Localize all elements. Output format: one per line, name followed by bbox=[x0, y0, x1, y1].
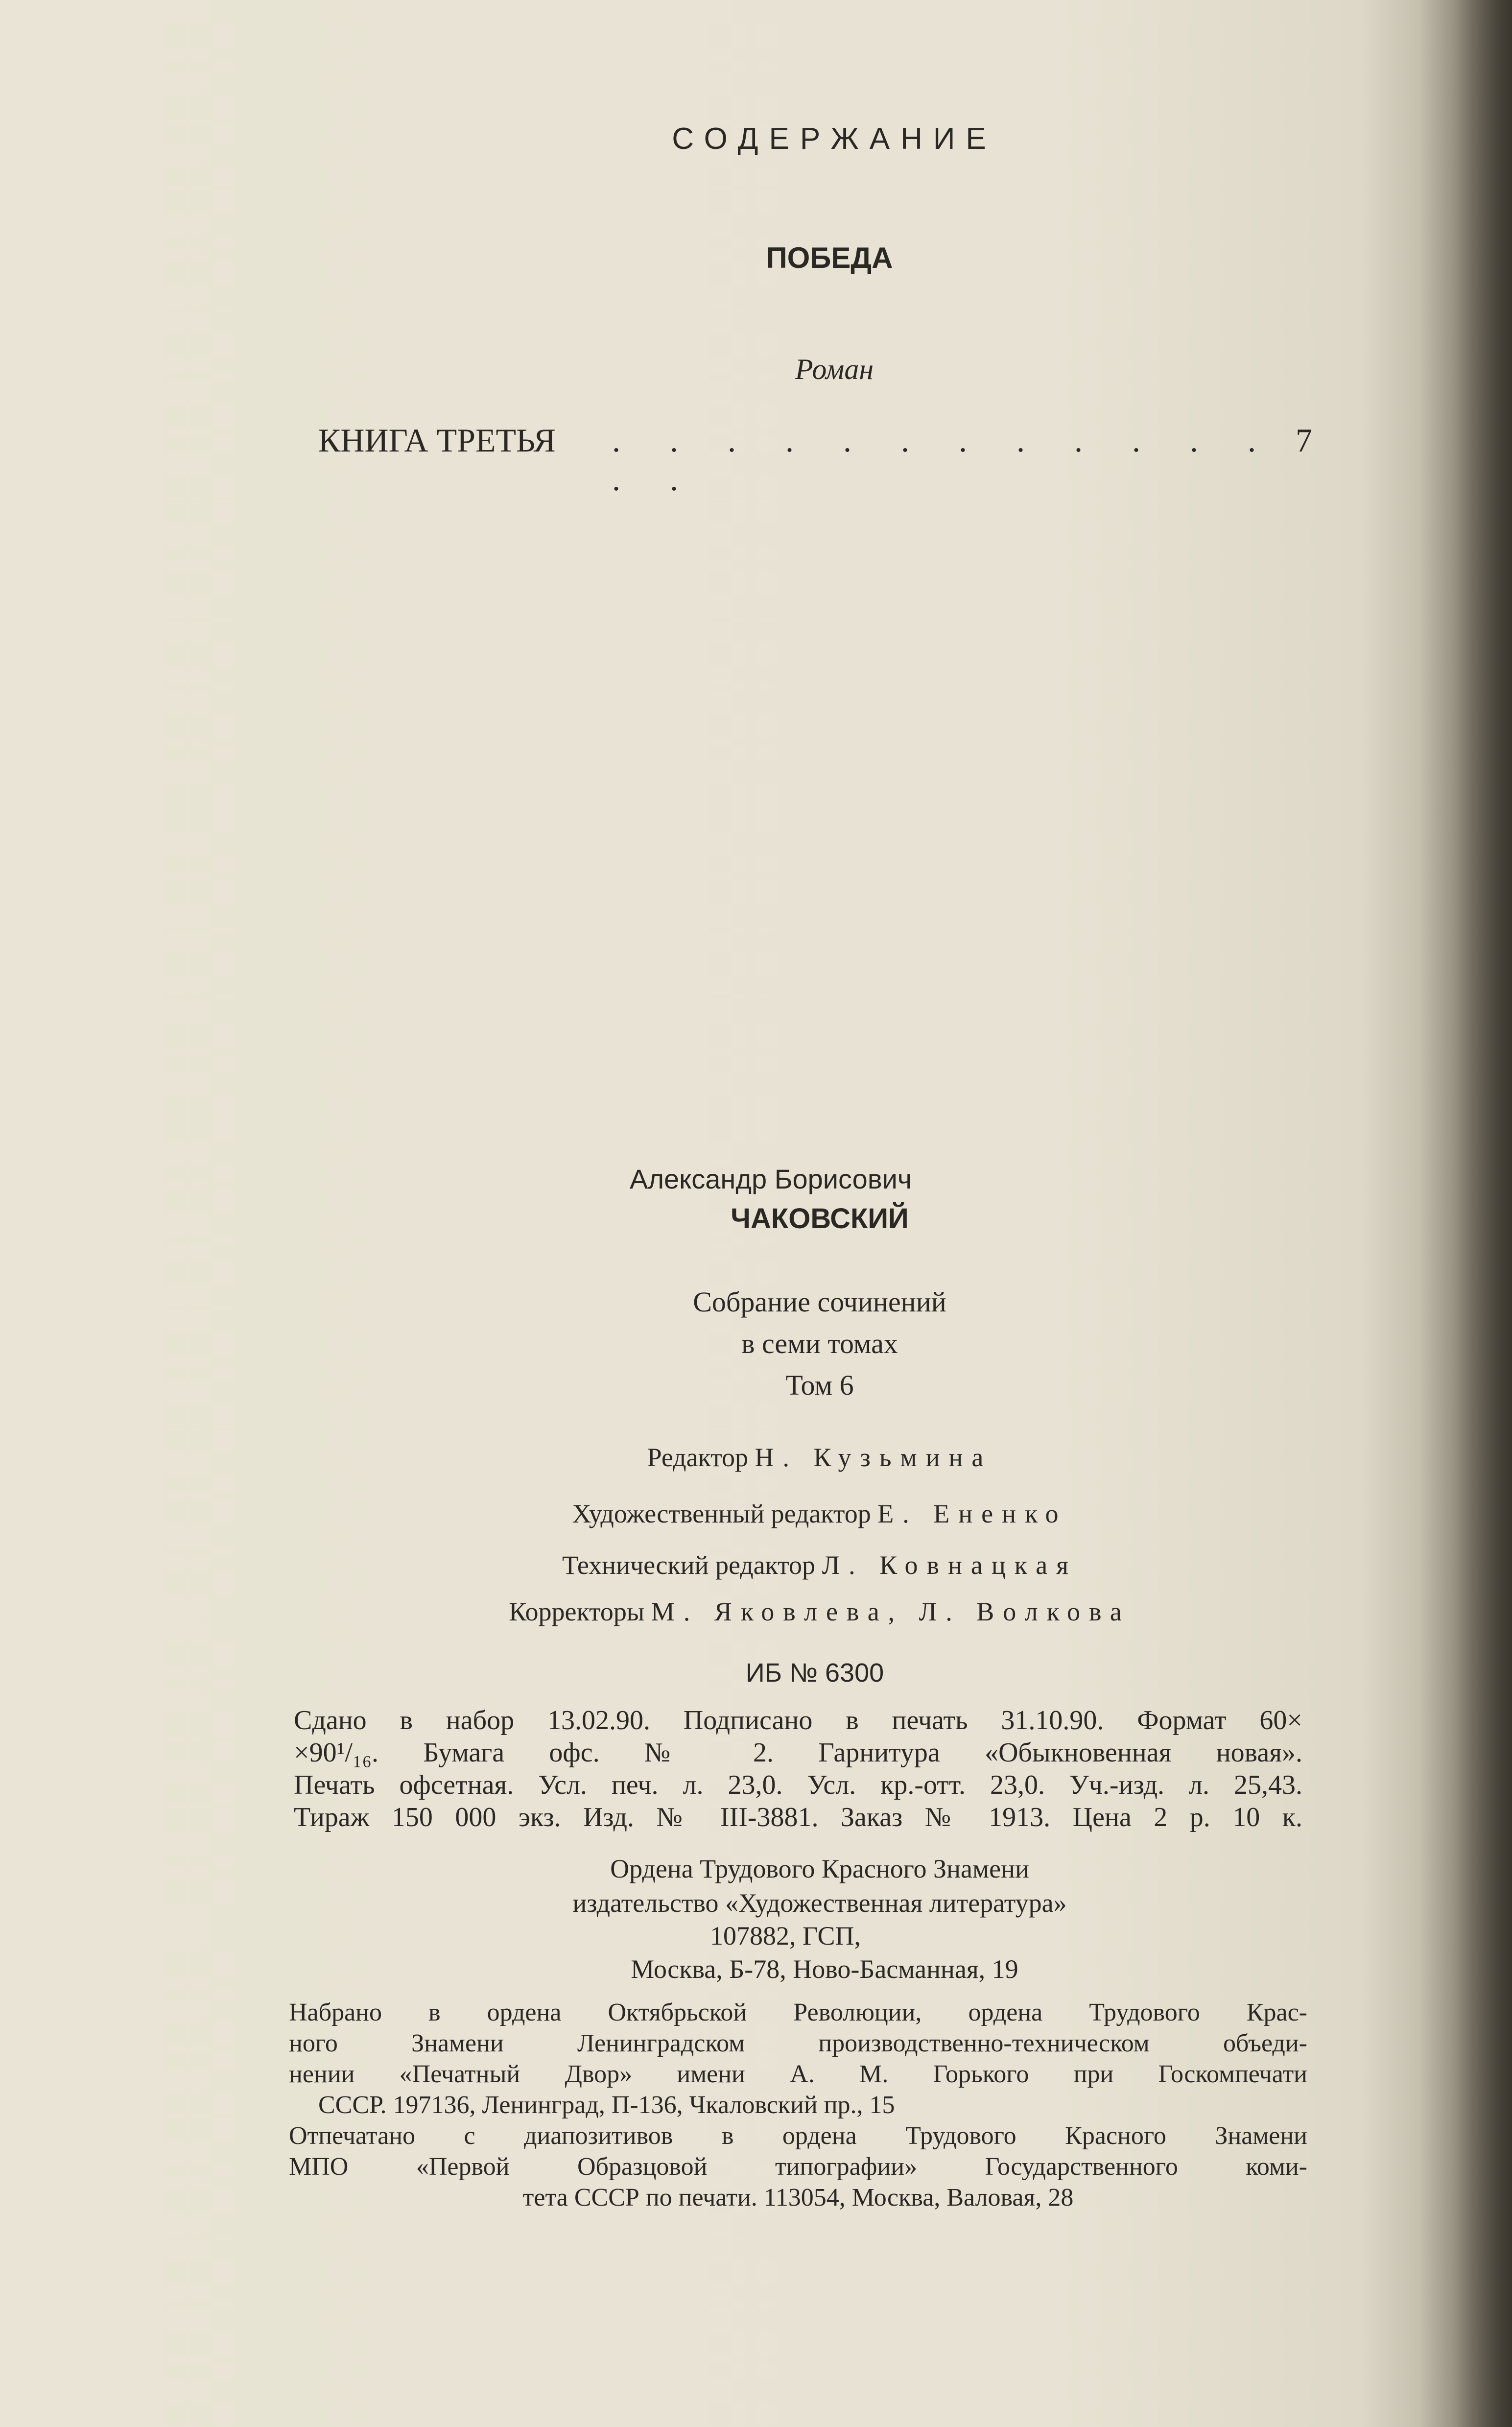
edition-line: в семи томах bbox=[741, 1328, 898, 1359]
volume-number: Том 6 bbox=[785, 1369, 854, 1401]
work-title: ПОБЕДА bbox=[766, 241, 893, 274]
printer-info bbox=[289, 1997, 1307, 2213]
printer-line: ного Знамени Ленинградском производственно-техническом объеди- bbox=[289, 2029, 1307, 2057]
author-surname: ЧАКОВСКИЙ bbox=[731, 1203, 909, 1235]
genre-label: Роман bbox=[795, 353, 874, 385]
printer-line: Набрано в ордена Октябрьской Революции, ордена Трудового Крас- bbox=[289, 1999, 1307, 2026]
print-spec-line: Печать офсетная. Усл. печ. л. 23,0. Усл. кр.-отт. 23,0. Уч.-изд. л. 25,43. bbox=[294, 1770, 1302, 1800]
credit-person: Л. Ковнацкая bbox=[822, 1550, 1077, 1580]
contents-heading: СОДЕРЖАНИЕ bbox=[672, 122, 997, 156]
printer-line: нении «Печатный Двор» имени А. М. Горького при Госкомпечати bbox=[289, 2060, 1307, 2088]
publisher-address: Москва, Б-78, Ново-Басманная, 19 bbox=[631, 1954, 1018, 1984]
printer-line: Отпечатано с диапозитивов в ордена Трудового Красного Знамени bbox=[289, 2122, 1307, 2150]
publisher-address: 107882, ГСП, bbox=[709, 1921, 861, 1951]
credit-person: Е. Ененко bbox=[877, 1499, 1067, 1528]
credit-role: Художественный редактор bbox=[572, 1499, 871, 1528]
printer-line: МПО «Первой Образцовой типографии» Государственного коми- bbox=[289, 2153, 1307, 2181]
toc-leader-dots: . . . . . . . . . . . . . . bbox=[612, 422, 1276, 498]
credit-person: М. Яковлева, Л. Волкова bbox=[651, 1597, 1131, 1626]
print-specs bbox=[294, 1704, 1302, 1833]
credit-person: Н. Кузьмина bbox=[755, 1443, 992, 1472]
edition-line: Собрание сочинений bbox=[693, 1286, 946, 1318]
credit-role: Корректоры bbox=[509, 1597, 645, 1626]
ib-number: ИБ № 6300 bbox=[745, 1658, 884, 1688]
author-name: Александр Борисович bbox=[629, 1164, 912, 1194]
printer-line: тета СССР по печати. 113054, Москва, Валовая, 28 bbox=[522, 2184, 1074, 2212]
publisher-line: Ордена Трудового Красного Знамени bbox=[610, 1854, 1029, 1883]
publisher-line: издательство «Художественная литература» bbox=[572, 1888, 1067, 1918]
credit-editor bbox=[0, 1442, 1512, 1473]
credit-role: Редактор bbox=[647, 1443, 749, 1472]
print-spec-line: Тираж 150 000 экз. Изд. № III-3881. Заказ № 1913. Цена 2 р. 10 к. bbox=[294, 1802, 1302, 1832]
credit-proofreaders bbox=[0, 1596, 1512, 1627]
print-spec-line: ×90¹/₁₆. Бумага офс. № 2. Гарнитура «Обыкновенная новая». bbox=[294, 1737, 1302, 1768]
toc-entry-label: КНИГА ТРЕТЬЯ bbox=[318, 422, 556, 459]
credit-art-editor bbox=[0, 1499, 1512, 1529]
credit-role: Технический редактор bbox=[562, 1550, 816, 1580]
credit-tech-editor bbox=[0, 1550, 1512, 1580]
toc-entry-page: 7 bbox=[1296, 422, 1312, 459]
printer-line: СССР. 197136, Ленинград, П-136, Чкаловский пр., 15 bbox=[318, 2091, 895, 2119]
print-spec-line: Сдано в набор 13.02.90. Подписано в печать 31.10.90. Формат 60× bbox=[294, 1705, 1302, 1736]
toc-entry[interactable] bbox=[318, 421, 1312, 498]
